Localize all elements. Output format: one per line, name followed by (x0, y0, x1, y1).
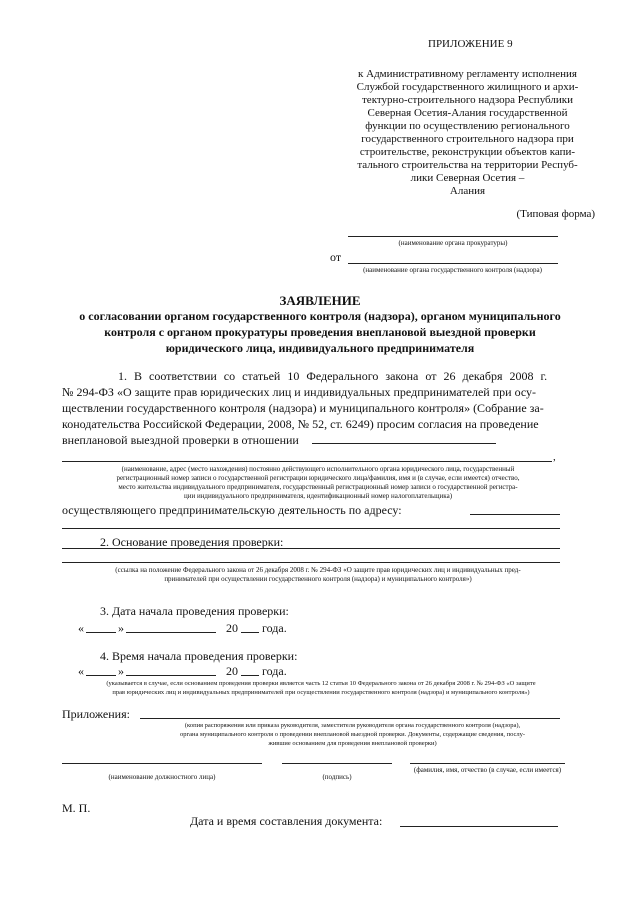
appendix-line: Алания (449, 185, 486, 197)
para1-line: конодательства Российской Федерации, 2008, № 52, ст. 6249) просим согласия на проведение (62, 417, 539, 431)
section4-label: 4. Время начала проведения проверки: (100, 649, 298, 663)
inspection-subject-field[interactable] (312, 443, 496, 444)
time-month-field[interactable] (126, 675, 216, 676)
address-label: осуществляющего предпринимательскую деятельность по адресу: (62, 503, 402, 517)
document-subtitle (30, 308, 610, 356)
prosecutor-caption: (наименование органа прокуратуры) (398, 239, 508, 247)
address-field-2[interactable] (62, 528, 560, 529)
para1-line: внеплановой выездной проверки в отношении (62, 433, 299, 447)
appendix-line: тального строительства на территории Респуб- (357, 159, 578, 171)
signature-field[interactable] (282, 763, 392, 764)
prosecutor-line[interactable] (348, 236, 558, 237)
caption-line: (указывается в случае, если основанием проведения проверки является часть 12 статьи 10 Федерального закона от 26 декабря 2008 г. № 294-ФЗ «О защите (106, 680, 536, 687)
caption-line: принимателей при осуществлении государственного контроля (надзора) и муниципального контроля») (164, 575, 472, 583)
appendix-title: ПРИЛОЖЕНИЕ 9 (428, 38, 513, 50)
fullname-caption: (фамилия, имя, отчество (в случае, если имеется) (413, 766, 562, 774)
fullname-field[interactable] (410, 763, 565, 764)
caption-line: прав юридических лиц и индивидуальных предпринимателей при осуществлении государственного контроля (надзора) и муниципального контроля») (112, 689, 530, 696)
appendix-line: государственного строительного надзора при (361, 133, 574, 145)
date-year-prefix: 20 (226, 621, 238, 635)
form-type: (Типовая форма) (516, 208, 595, 220)
caption-line: ции индивидуального предпринимателя, идентификационный номер налогоплательщика) (183, 492, 453, 500)
subtitle-line: юридического лица, индивидуального предпринимателя (165, 341, 475, 355)
date-open-quote: « (78, 621, 84, 635)
para1-line: ществлении государственного контроля (надзора) и муниципального контроля» (Собрание за- (62, 401, 544, 415)
para1-line: № 294-ФЗ «О защите прав юридических лиц и индивидуальных предпринимателей при осу- (62, 385, 537, 399)
appendix-line: Службой государственного жилищного и архи- (356, 81, 579, 93)
date-year-suffix: года. (262, 621, 287, 635)
caption-line: регистрационный номер записи о государственной регистрации юридического лица/фамилия, имя и (в случае, если имеется) отчество, (116, 474, 520, 482)
caption-line: органа муниципального контроля о проведении внеплановой выездной проверки. Документы, содержащие сведения, послу- (179, 731, 526, 738)
time-year-prefix: 20 (226, 664, 238, 678)
time-day-field[interactable] (86, 675, 116, 676)
signature-caption: (подпись) (322, 773, 352, 781)
attachments-label: Приложения: (62, 707, 130, 721)
para1-line: 1. В соответствии со статьей 10 Федерального закона от 26 декабря 2008 г. (118, 369, 548, 383)
datetime-label: Дата и время составления документа: (190, 814, 383, 828)
authority-line[interactable] (348, 263, 558, 264)
date-month-field[interactable] (126, 632, 216, 633)
entity-caption (58, 465, 578, 501)
attachments-caption (140, 721, 565, 748)
caption-line: (ссылка на положение Федерального закона от 26 декабря 2008 г. № 294-ФЗ «О защите прав юридических лиц и индивидуальных пред- (115, 566, 521, 574)
date-close-quote: » (118, 621, 124, 635)
subtitle-line: о согласовании органом государственного контроля (надзора), органом муниципального (79, 309, 561, 323)
entity-line-comma: , (553, 451, 556, 463)
position-field[interactable] (62, 763, 262, 764)
time-year-field[interactable] (241, 675, 259, 676)
from-label: от (330, 250, 342, 264)
time-open-quote: « (78, 664, 84, 678)
section2-label: 2. Основание проведения проверки: (100, 535, 284, 549)
stamp-label: М. П. (62, 801, 91, 815)
position-caption: (наименование должностного лица) (108, 773, 216, 781)
time-year-suffix: года. (262, 664, 287, 678)
appendix-line: лики Северная Осетия – (410, 172, 525, 184)
attachments-field[interactable] (140, 718, 560, 719)
subtitle-line: контроля с органом прокуратуры проведения внеплановой выездной проверки (104, 325, 536, 339)
address-field[interactable] (470, 514, 560, 515)
section4-caption (56, 679, 586, 697)
date-day-field[interactable] (86, 632, 116, 633)
appendix-line: функции по осуществлению регионального (365, 120, 570, 132)
caption-line: место жительства индивидуального предпринимателя, государственный регистрационный номер записи о государственной регистра- (118, 483, 518, 491)
datetime-field[interactable] (400, 826, 558, 827)
section2-caption (58, 566, 578, 584)
entity-line[interactable] (62, 461, 552, 462)
caption-line: жившие основанием для проведения внеплановой проверки) (268, 740, 437, 747)
appendix-line: тектурно-строительного надзора Республики (362, 94, 573, 106)
appendix-reference (340, 68, 595, 198)
caption-line: (копия распоряжения или приказа руководителя, заместителя руководителя органа государственного контроля (надзора), (184, 722, 521, 729)
caption-line: (наименование, адрес (место нахождения) постоянно действующего исполнительного органа юридического лица, государственный (121, 465, 515, 473)
appendix-line: строительстве, реконструкции объектов капи- (359, 146, 576, 158)
authority-caption: (наименование органа государственного контроля (надзора) (363, 266, 542, 274)
appendix-line: к Административному регламенту исполнения (358, 68, 577, 80)
date-year-field[interactable] (241, 632, 259, 633)
section2-field-2[interactable] (62, 562, 560, 563)
time-close-quote: » (118, 664, 124, 678)
section3-label: 3. Дата начала проведения проверки: (100, 604, 289, 618)
document-title: ЗАЯВЛЕНИЕ (279, 293, 361, 308)
appendix-line: Северная Осетия-Алания государственной (367, 107, 568, 119)
section2-field[interactable] (62, 548, 560, 549)
